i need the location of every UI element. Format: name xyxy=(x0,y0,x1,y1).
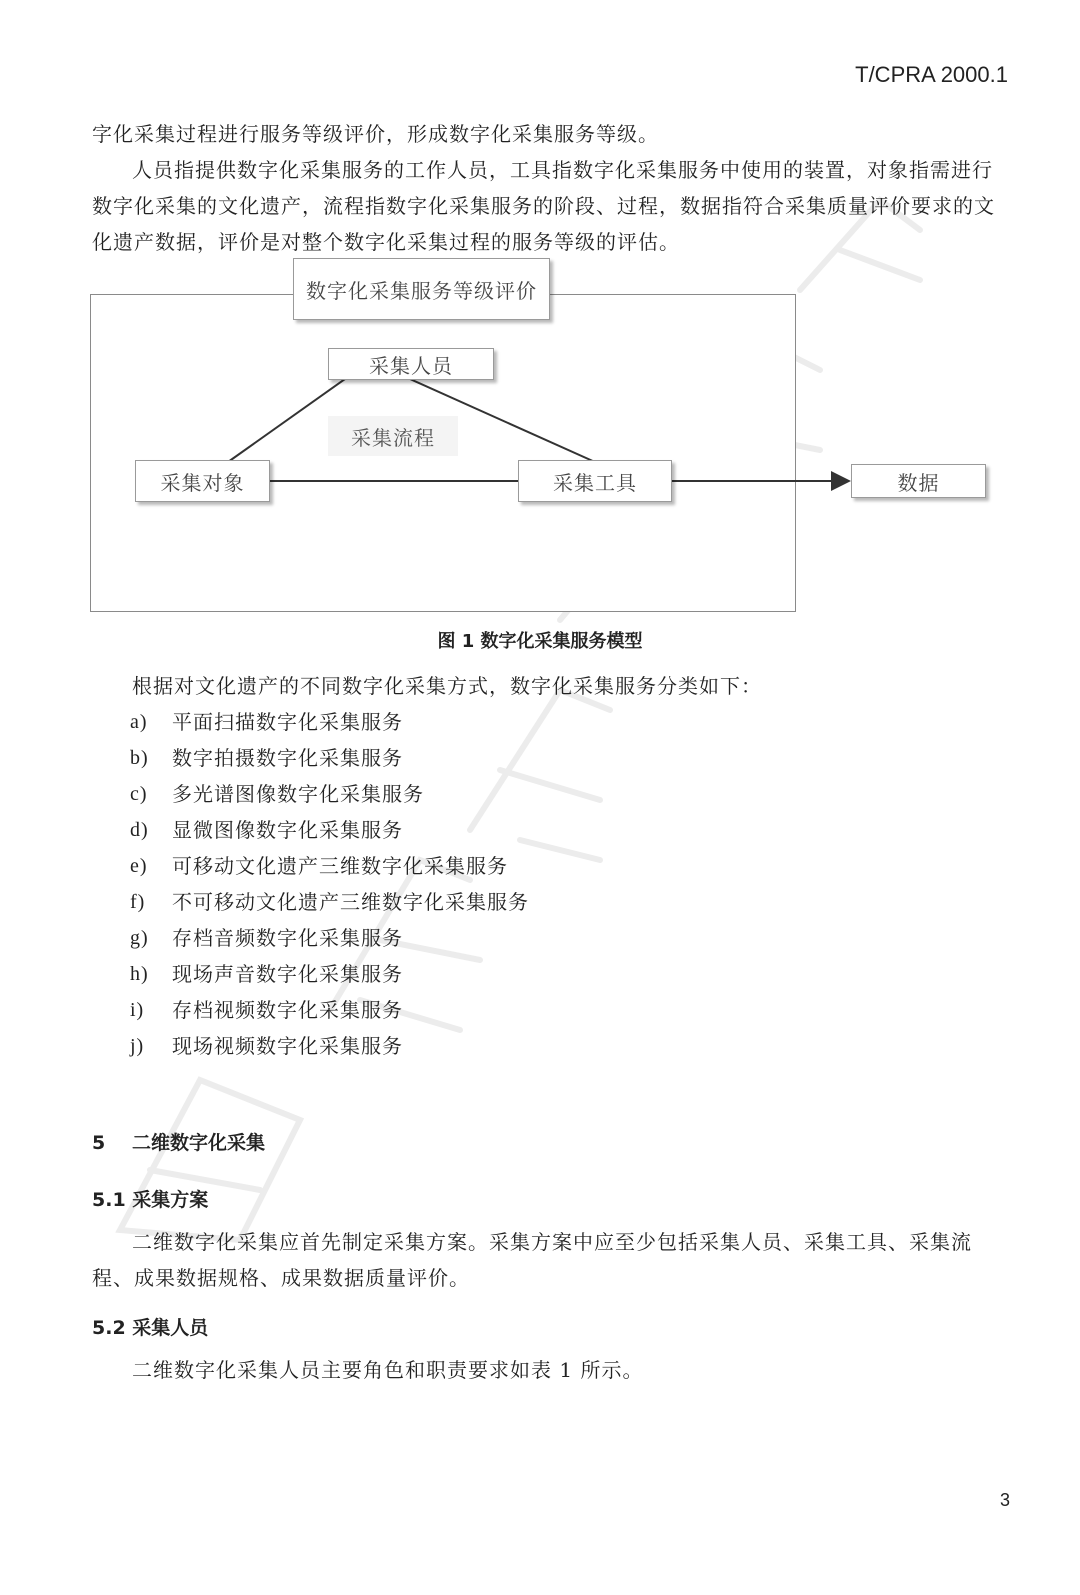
data-box: 数据 xyxy=(851,464,986,498)
service-type-list xyxy=(130,704,529,1064)
section-5-2-text: 二维数字化采集人员主要角色和职责要求如表 1 所示。 xyxy=(132,1358,644,1382)
list-marker: i) xyxy=(130,999,145,1021)
list-item-text: 现场声音数字化采集服务 xyxy=(172,962,403,986)
tool-box: 采集工具 xyxy=(518,460,672,502)
list-item xyxy=(130,812,529,848)
process-label: 采集流程 xyxy=(328,416,458,456)
personnel-box: 采集人员 xyxy=(328,348,494,380)
list-item xyxy=(130,920,529,956)
object-box: 采集对象 xyxy=(135,460,270,502)
list-marker: d) xyxy=(130,819,149,841)
section-number: 5 xyxy=(92,1132,106,1154)
section-title: 二维数字化采集 xyxy=(132,1132,266,1154)
section-5-1-text: 二维数字化采集应首先制定采集方案。采集方案中应至少包括采集人员、采集工具、采集流程、成果数据规格、成果数据质量评价。 xyxy=(92,1230,972,1290)
list-item xyxy=(130,1028,529,1064)
list-item xyxy=(130,992,529,1028)
list-item-text: 多光谱图像数字化采集服务 xyxy=(172,782,424,806)
standard-code: T/CPRA 2000.1 xyxy=(855,62,1008,87)
list-marker: a) xyxy=(130,711,148,733)
list-item-text: 现场视频数字化采集服务 xyxy=(172,1034,403,1058)
list-item xyxy=(130,704,529,740)
list-marker: c) xyxy=(130,783,148,805)
list-item xyxy=(130,740,529,776)
list-item-text: 显微图像数字化采集服务 xyxy=(172,818,403,842)
section-5-2-heading: 5.2 采集人员 xyxy=(92,1317,209,1339)
evaluation-box: 数字化采集服务等级评价 xyxy=(293,258,550,320)
service-model-diagram xyxy=(90,258,1010,618)
list-marker: e) xyxy=(130,855,148,877)
paragraph-continuation: 字化采集过程进行服务等级评价，形成数字化采集服务等级。 xyxy=(92,122,659,146)
diagram-connectors xyxy=(90,258,1010,618)
page-number: 3 xyxy=(999,1490,1010,1510)
list-item xyxy=(130,956,529,992)
section-5-heading xyxy=(92,1128,265,1155)
list-item-text: 数字拍摄数字化采集服务 xyxy=(172,746,403,770)
list-marker: g) xyxy=(130,927,149,949)
list-marker: b) xyxy=(130,747,149,769)
list-marker: h) xyxy=(130,963,149,985)
list-item-text: 存档音频数字化采集服务 xyxy=(172,926,403,950)
paragraph-definitions: 人员指提供数字化采集服务的工作人员，工具指数字化采集服务中使用的装置，对象指需进行数字化采集的文化遗产，流程指数字化采集服务的阶段、过程，数据指符合采集质量评价要求的文化遗产数据，评价是对整个数字化采集过程的服务等级的评估。 xyxy=(92,158,995,254)
list-item xyxy=(130,776,529,812)
list-item xyxy=(130,884,529,920)
list-item xyxy=(130,848,529,884)
figure-caption: 图 1 数字化采集服务模型 xyxy=(437,631,643,652)
list-marker: j) xyxy=(130,1035,145,1057)
list-item-text: 存档视频数字化采集服务 xyxy=(172,998,403,1022)
section-5-1-heading: 5.1 采集方案 xyxy=(92,1189,209,1211)
list-item-text: 平面扫描数字化采集服务 xyxy=(172,710,403,734)
paragraph-classification-intro: 根据对文化遗产的不同数字化采集方式，数字化采集服务分类如下： xyxy=(132,674,762,698)
list-marker: f) xyxy=(130,891,146,913)
list-item-text: 不可移动文化遗产三维数字化采集服务 xyxy=(172,890,529,914)
list-item-text: 可移动文化遗产三维数字化采集服务 xyxy=(172,854,508,878)
